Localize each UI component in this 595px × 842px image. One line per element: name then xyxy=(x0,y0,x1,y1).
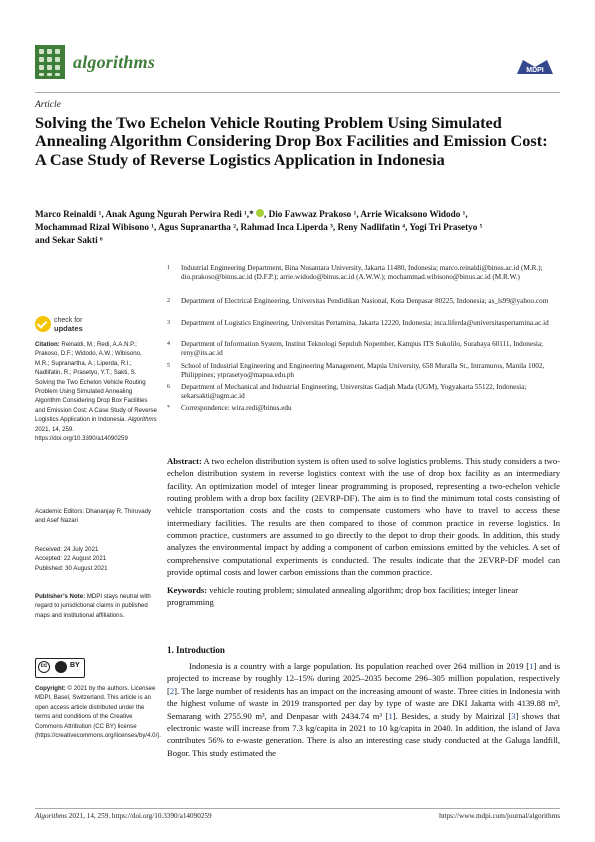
citation-doi-link[interactable]: 2021, 14, 259. https://doi.org/10.3390/a14090259 xyxy=(35,425,128,443)
check-for-updates-button[interactable] xyxy=(35,316,105,338)
dates-block xyxy=(35,545,157,573)
mdpi-logo-icon xyxy=(515,57,555,75)
orcid-icon[interactable] xyxy=(256,209,264,217)
introduction-paragraph: Indonesia is a country with a large population. Its population reached over 264 million in 2019 [1] and is projected to increase by roughly 12–15% during 2025–2035 become 296–305 million population, respectively [2]. The large number of residents has an impact on the increasing amount of waste. Three cities in Indonesia with the highest volume of waste in 2019 transported per day by type of waste are DKI Jakarta with 4139.88 m³, Semarang with 2755.90 m³, and Denpasar with 2434.74 m³ [1]. Besides, a study by Mairizal [3] shows that electronic waste will increase from 7.3 kg/capita in 2021 to 10 kg/capita in 2040. In addition, the island of Java contributes 56% to e-waste generation. There is also an interesting case study conducted at the Galuga landfill, Bogor. This study estimated the xyxy=(167,661,560,758)
check-icon xyxy=(35,316,51,332)
article-type: Article xyxy=(35,100,61,110)
affiliation-2: 2 Department of Electrical Engineering, Universitas Pendidikan Nasional, Kota Denpasar 80225, Indonesia; as_ls99@yahoo.com xyxy=(167,297,549,305)
citation-journal: Algorithms xyxy=(127,416,157,424)
authors-line-1b: , Dio Fawwaz Prakoso ¹, Arrie Wicaksono Widodo ¹, xyxy=(264,209,468,219)
reference-link[interactable]: 3 xyxy=(511,710,516,721)
abstract-text: A two echelon distribution system is often used to solve logistics problems. This study considers a two-echelon distribution system in reverse logistics context with the use of drop box facility as an intermediary facility. An optimization model of integer linear programming is proposed, representing a two-echelon vehicle routing problem with a drop box facility (2EVRP-DF). The aim is to find the minimum total costs consisting of vehicle transportation costs and the costs to compensate customers who have to travel to access these intermediary facilities. The results are then compared to those of common practice in reverse logistics. In common practice, customers are assumed to go directly to the depot to drop their goods. In addition, this study analyzes the environmental impact by adding a component of carbon emissions emitted by the vehicles. A set of comprehensive computational experiments is conducted. The results indicate that the 2EVRP-DF model can provide optimal costs and lower carbon emissions than the common practice. xyxy=(167,456,560,578)
received-date: Received: 24 July 2021 xyxy=(35,546,99,553)
correspondence: * Correspondence: wira.redi@binus.edu xyxy=(167,404,292,412)
affiliation-5: 5 School of Industrial Engineering and Engineering Management, Mapúa University, 658 Muralla St., Intramuros, Manila 1002, Philippines; ytprasetyo@mapua.edu.ph xyxy=(167,362,545,380)
mdpi-logo-text: MDPI xyxy=(526,67,544,74)
keywords-text: vehicle routing problem; simulated annealing algorithm; drop box facilities; integer linear programming xyxy=(167,585,519,608)
cc-by-license-icon[interactable] xyxy=(35,658,85,678)
copyright-label: Copyright: xyxy=(35,685,66,692)
accepted-date: Accepted: 22 August 2021 xyxy=(35,555,107,563)
reference-link[interactable]: 1 xyxy=(529,661,534,671)
keywords-label: Keywords: xyxy=(167,585,208,595)
check-label-top: check for xyxy=(54,317,83,324)
footer-divider xyxy=(35,808,560,809)
authors-line-1: Marco Reinaldi ¹, Anak Agung Ngurah Perwira Redi ¹,* xyxy=(35,209,254,219)
citation-label: Citation: xyxy=(35,341,60,348)
keywords xyxy=(167,584,560,609)
abstract xyxy=(167,455,560,578)
affiliation-1: 1 Industrial Engineering Department, Bina Nusantara University, Jakarta 11480, Indonesia; marco.reinaldi@binus.ac.id (M.R.); dio.prakoso@binus.ac.id (D.F.P.); arrie.widodo@binus.ac.id (A.W.W.); mochammad.wibisono@binus.ac.id (M.R.W.) xyxy=(167,264,543,282)
affiliation-3: 3 Department of Logistics Engineering, Universitas Pertamina, Jakarta 12220, Indonesia; inca.liferda@universitaspertamina.ac.id xyxy=(167,319,549,327)
publisher-note-text: MDPI stays neutral with regard to jurisdictional claims in published maps and institutional affiliations. xyxy=(35,593,151,619)
affiliation-6: 6 Department of Mechanical and Industrial Engineering, Universitas Gadjah Mada (UGM), Yogyakarta 55122, Indonesia; sekarsakti@ugm.ac.id xyxy=(167,383,527,401)
copyright-text: © 2021 by the authors. Licensee MDPI, Basel, Switzerland. This article is an open access article distributed under the terms and conditions of the Creative Commons Attribution (CC BY) license (https://creativecommons.org/licenses/by/4.0/). xyxy=(35,685,161,740)
by-person-icon xyxy=(55,661,67,673)
academic-editors: Academic Editors: Dhananjay R. Thiruvady and Asef Nazari xyxy=(35,508,152,525)
reference-link[interactable]: 1 xyxy=(388,710,393,721)
abstract-label: Abstract: xyxy=(167,456,202,466)
affiliation-4: 4 Department of Information System, Institut Teknologi Sepuluh Nopember, Kampus ITS Sukolilo, Surabaya 60111, Indonesia; reny@its.ac.id xyxy=(167,340,544,358)
citation-text: Reinaldi, M.; Redi, A.A.N.P.; Prakoso, D.F.; Widodo, A.W.; Wibisono, M.R.; Supranartha, A.; Liperda, R.I.; Nadlifatin, R.; Prasetyo, Y.T.; Sakti, S. Solving the Two Echelon Vehicle Routing Problem Using Simulated Annealing Algorithm Considering Drop Box Facilities and Emission Cost: A Case Study of Reverse Logistics Application in Indonesia. xyxy=(35,341,157,424)
journal-name: algorithms xyxy=(73,52,156,72)
authors-line-3: and Sekar Sakti ⁶ xyxy=(35,235,103,245)
reference-link[interactable]: 2 xyxy=(169,685,175,696)
author-list xyxy=(35,208,565,247)
check-label-bottom: updates xyxy=(54,324,83,333)
section-heading-introduction: 1. Introduction xyxy=(167,645,225,655)
paper-title: Solving the Two Echelon Vehicle Routing Problem Using Simulated Annealing Algorithm Considering Drop Box Facilities and Emission Cost: A Case Study of Reverse Logistics Application in Indonesia xyxy=(35,113,548,169)
footer-journal-url[interactable]: https://www.mdpi.com/journal/algorithms xyxy=(439,812,560,820)
header-divider xyxy=(35,92,560,93)
citation-block xyxy=(35,340,157,443)
authors-line-2: Mochammad Rizal Wibisono ¹, Agus Supranartha ², Rahmad Inca Liperda ³, Reny Nadlifatin ⁴, Yogi Tri Prasetyo ⁵ xyxy=(35,222,483,232)
footer-journal: Algorithms xyxy=(35,812,67,820)
publisher-note-label: Publisher’s Note: xyxy=(35,593,86,600)
journal-logo-icon xyxy=(35,45,65,79)
footer-citation xyxy=(35,812,212,820)
by-text: BY xyxy=(70,662,80,669)
published-date: Published: 30 August 2021 xyxy=(35,564,108,572)
publisher-note xyxy=(35,592,157,620)
copyright-block xyxy=(35,684,161,740)
cc-text: cc xyxy=(38,661,50,673)
footer-doi-link[interactable]: 2021, 14, 259. https://doi.org/10.3390/a14090259 xyxy=(66,812,212,820)
